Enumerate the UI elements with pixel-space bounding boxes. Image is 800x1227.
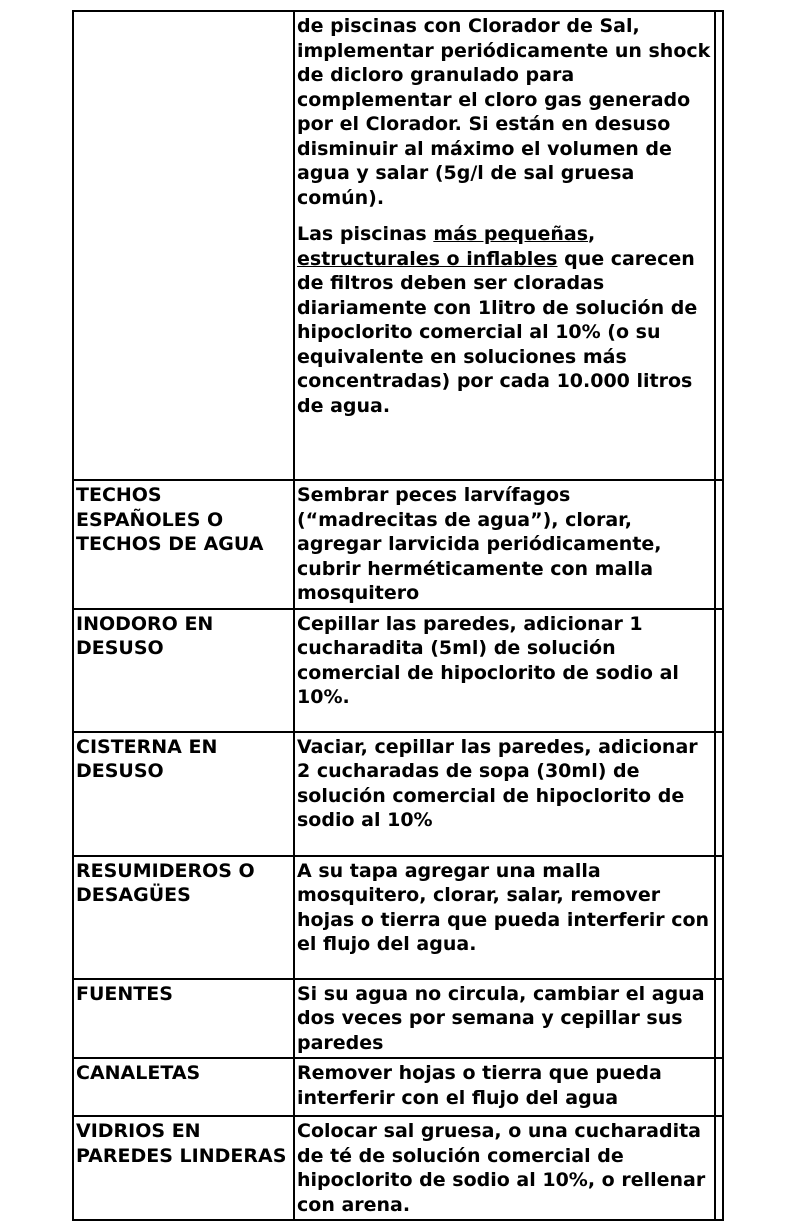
table-row-vidrios [73, 1116, 723, 1220]
row-label-cell: TECHOS ESPAÑOLES O TECHOS DE AGUA [73, 480, 294, 609]
right-margin-cell [715, 979, 723, 1059]
right-margin-cell [715, 11, 723, 480]
small-pools-separator: , [588, 223, 596, 245]
small-pools-prefix: Las piscinas [297, 223, 434, 245]
small-pools-underlined-smaller: más pequeñas [433, 223, 589, 245]
recommendations-table [72, 10, 724, 1221]
table-row-piscinas-continued [73, 11, 723, 480]
row-label-cell: CISTERNA EN DESUSO [73, 732, 294, 856]
small-pools-paragraph [297, 222, 712, 418]
row-label-cell: FUENTES [73, 979, 294, 1059]
table-row-techos [73, 480, 723, 609]
row-label-cell: INODORO EN DESUSO [73, 609, 294, 732]
row-action-cell [294, 11, 715, 480]
table-row-cisterna [73, 732, 723, 856]
right-margin-cell [715, 609, 723, 732]
table-row-resumideros [73, 856, 723, 979]
table-row-fuentes [73, 979, 723, 1059]
pool-chlorinator-paragraph: de piscinas con Clorador de Sal, implementar periódicamente un shock de dicloro granulado para complementar el cloro gas generado por el Clorador. Si están en desuso disminuir al máximo el volumen de agua y salar (5g/l de sal gruesa común). [297, 15, 711, 209]
row-label-cell: VIDRIOS EN PAREDES LINDERAS [73, 1116, 294, 1220]
row-action-cell: Vaciar, cepillar las paredes, adicionar 2 cucharadas de sopa (30ml) de solución comercial de hipoclorito de sodio al 10% [294, 732, 715, 856]
table-row-canaletas [73, 1058, 723, 1116]
right-margin-cell [715, 856, 723, 979]
row-label-cell: CANALETAS [73, 1058, 294, 1116]
right-margin-cell [715, 480, 723, 609]
small-pools-underlined-inflatable: estructurales o inflables [297, 247, 558, 270]
small-pools-suffix: que carecen de filtros deben ser cloradas diariamente con 1litro de solución de hipoclorito comercial al 10% (o su equivalente en soluciones más concentradas) por cada 10.000 litros de agua. [297, 247, 698, 417]
row-action-cell: Cepillar las paredes, adicionar 1 cucharadita (5ml) de solución comercial de hipoclorito de sodio al 10%. [294, 609, 715, 732]
row-action-cell: Si su agua no circula, cambiar el agua dos veces por semana y cepillar sus paredes [294, 979, 715, 1059]
right-margin-cell [715, 1058, 723, 1116]
row-label-cell: RESUMIDEROS O DESAGÜES [73, 856, 294, 979]
right-margin-cell [715, 1116, 723, 1220]
row-action-cell: Sembrar peces larvífagos (“madrecitas de agua”), clorar, agregar larvicida periódicamente, cubrir herméticamente con malla mosquitero [294, 480, 715, 609]
row-action-cell: Colocar sal gruesa, o una cucharadita de té de solución comercial de hipoclorito de sodio al 10%, o rellenar con arena. [294, 1116, 715, 1220]
row-action-cell: Remover hojas o tierra que pueda interferir con el flujo del agua [294, 1058, 715, 1116]
right-margin-cell [715, 732, 723, 856]
row-label-cell-empty [73, 11, 294, 480]
table-row-inodoro [73, 609, 723, 732]
row-action-cell: A su tapa agregar una malla mosquitero, clorar, salar, remover hojas o tierra que pueda interferir con el flujo del agua. [294, 856, 715, 979]
